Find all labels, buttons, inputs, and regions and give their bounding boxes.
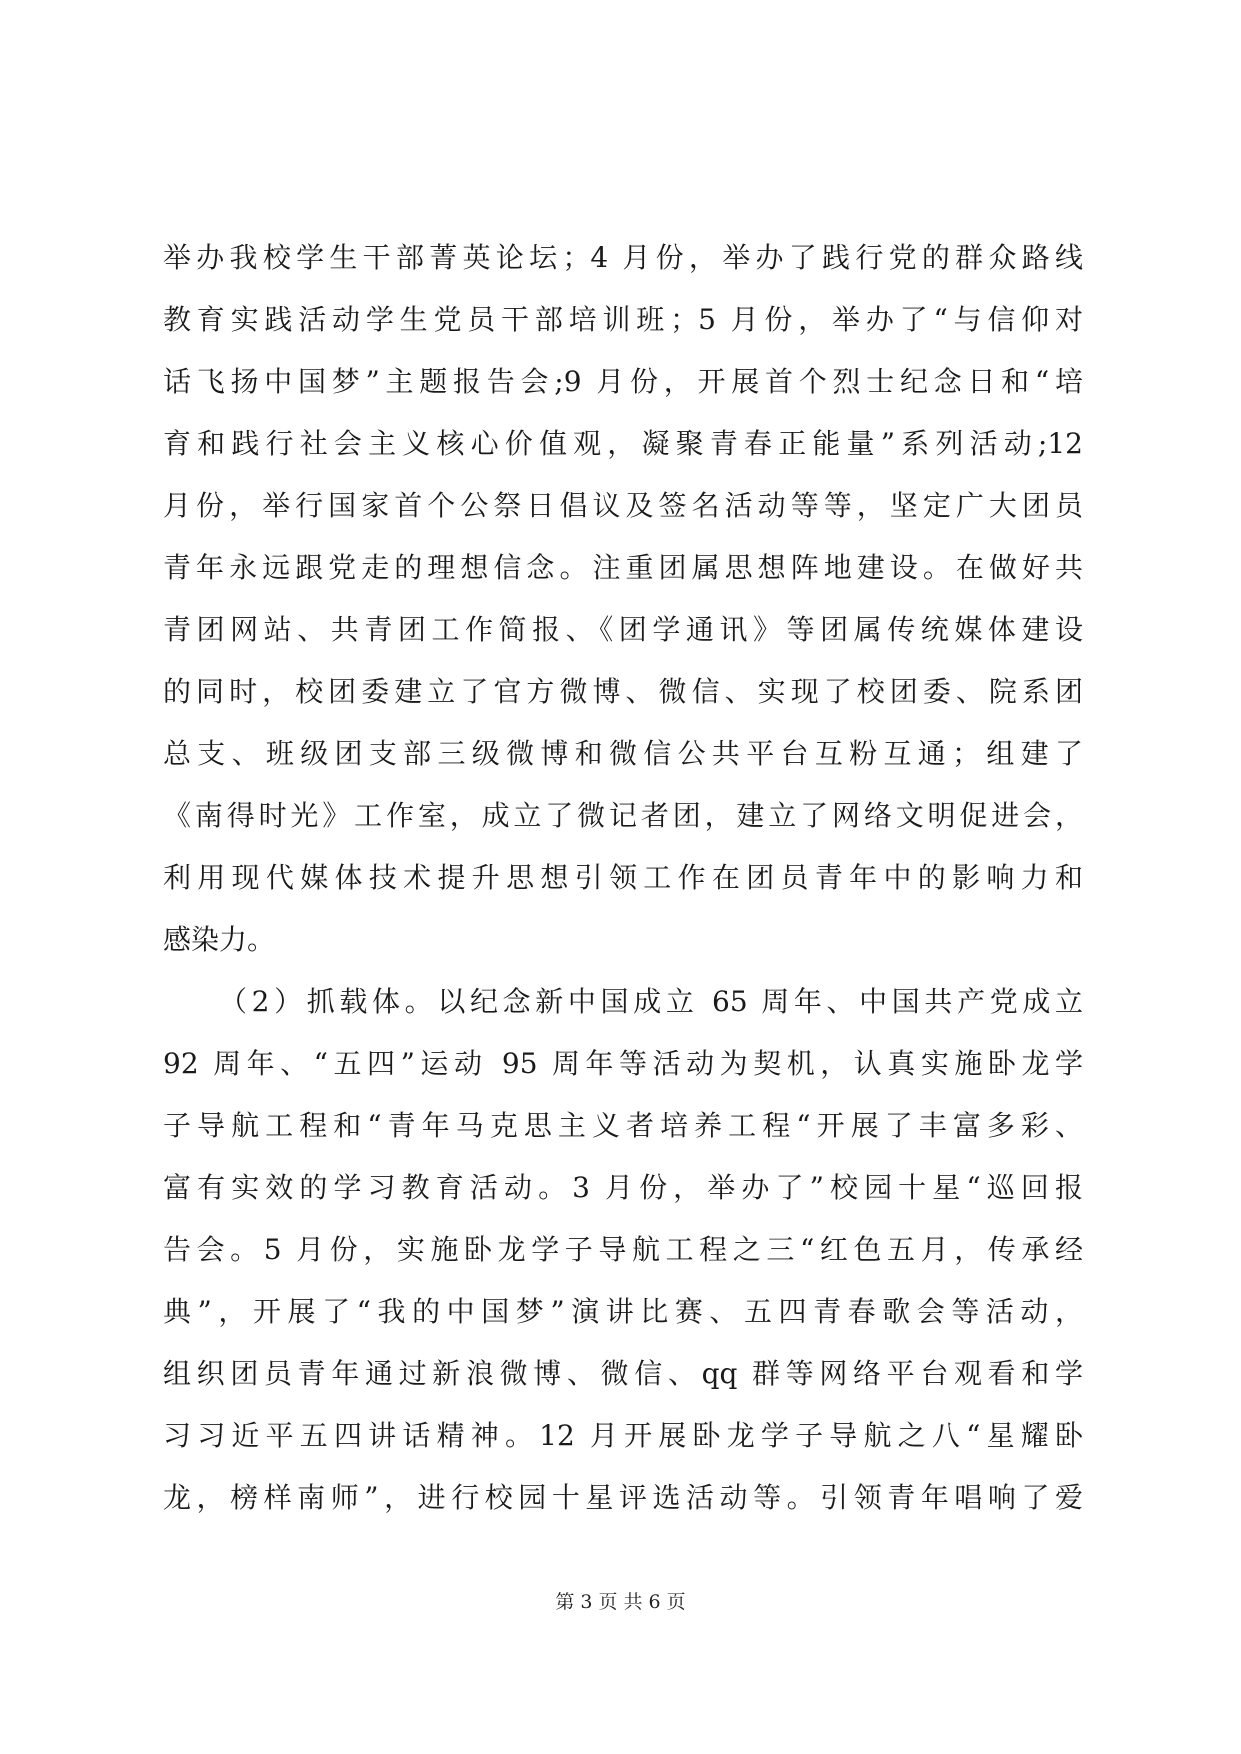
text-line: 月份，举行国家首个公祭日倡议及签名活动等等，坚定广大团员 — [163, 489, 1083, 522]
text-line: 龙，榜样南师”，进行校园十星评选活动等。引领青年唱响了爱 — [163, 1481, 1083, 1514]
page-number-label: 第 3 页 共 6 页 — [555, 1591, 686, 1613]
text-line: 子导航工程和“青年马克思主义者培养工程“开展了丰富多彩、 — [163, 1109, 1083, 1142]
text-line: 《南得时光》工作室，成立了微记者团，建立了网络文明促进会， — [163, 799, 1083, 832]
paragraph-1 — [163, 227, 1083, 971]
paragraph-2 — [163, 971, 1083, 1529]
text-line: 教育实践活动学生党员干部培训班；5 月份，举办了“与信仰对 — [163, 303, 1083, 336]
text-line: 富有实效的学习教育活动。3 月份，举办了”校园十星“巡回报 — [163, 1171, 1083, 1204]
text-line: 总支、班级团支部三级微博和微信公共平台互粉互通；组建了 — [163, 737, 1083, 770]
text-line: （2）抓载体。以纪念新中国成立 65 周年、中国共产党成立 — [219, 985, 1083, 1018]
page-footer — [0, 1589, 1241, 1615]
text-line: 举办我校学生干部菁英论坛；4 月份，举办了践行党的群众路线 — [163, 241, 1083, 274]
text-line: 话飞扬中国梦”主题报告会;9 月份，开展首个烈士纪念日和“培 — [163, 365, 1083, 398]
text-line: 青年永远跟党走的理想信念。注重团属思想阵地建设。在做好共 — [163, 551, 1083, 584]
body-text — [163, 227, 1083, 1529]
text-line: 组织团员青年通过新浪微博、微信、qq 群等网络平台观看和学 — [163, 1357, 1083, 1390]
text-line: 利用现代媒体技术提升思想引领工作在团员青年中的影响力和 — [163, 861, 1083, 894]
text-line: 感染力。 — [163, 923, 276, 956]
text-line: 告会。5 月份，实施卧龙学子导航工程之三“红色五月，传承经 — [163, 1233, 1083, 1266]
text-line: 的同时，校团委建立了官方微博、微信、实现了校团委、院系团 — [163, 675, 1083, 708]
text-line: 青团网站、共青团工作简报、《团学通讯》等团属传统媒体建设 — [163, 613, 1083, 646]
text-line: 习习近平五四讲话精神。12 月开展卧龙学子导航之八“星耀卧 — [163, 1419, 1083, 1452]
text-line: 育和践行社会主义核心价值观，凝聚青春正能量”系列活动;12 — [163, 427, 1083, 460]
text-line: 92 周年、“五四”运动 95 周年等活动为契机，认真实施卧龙学 — [163, 1047, 1083, 1080]
text-line: 典”，开展了“我的中国梦”演讲比赛、五四青春歌会等活动， — [163, 1295, 1083, 1328]
